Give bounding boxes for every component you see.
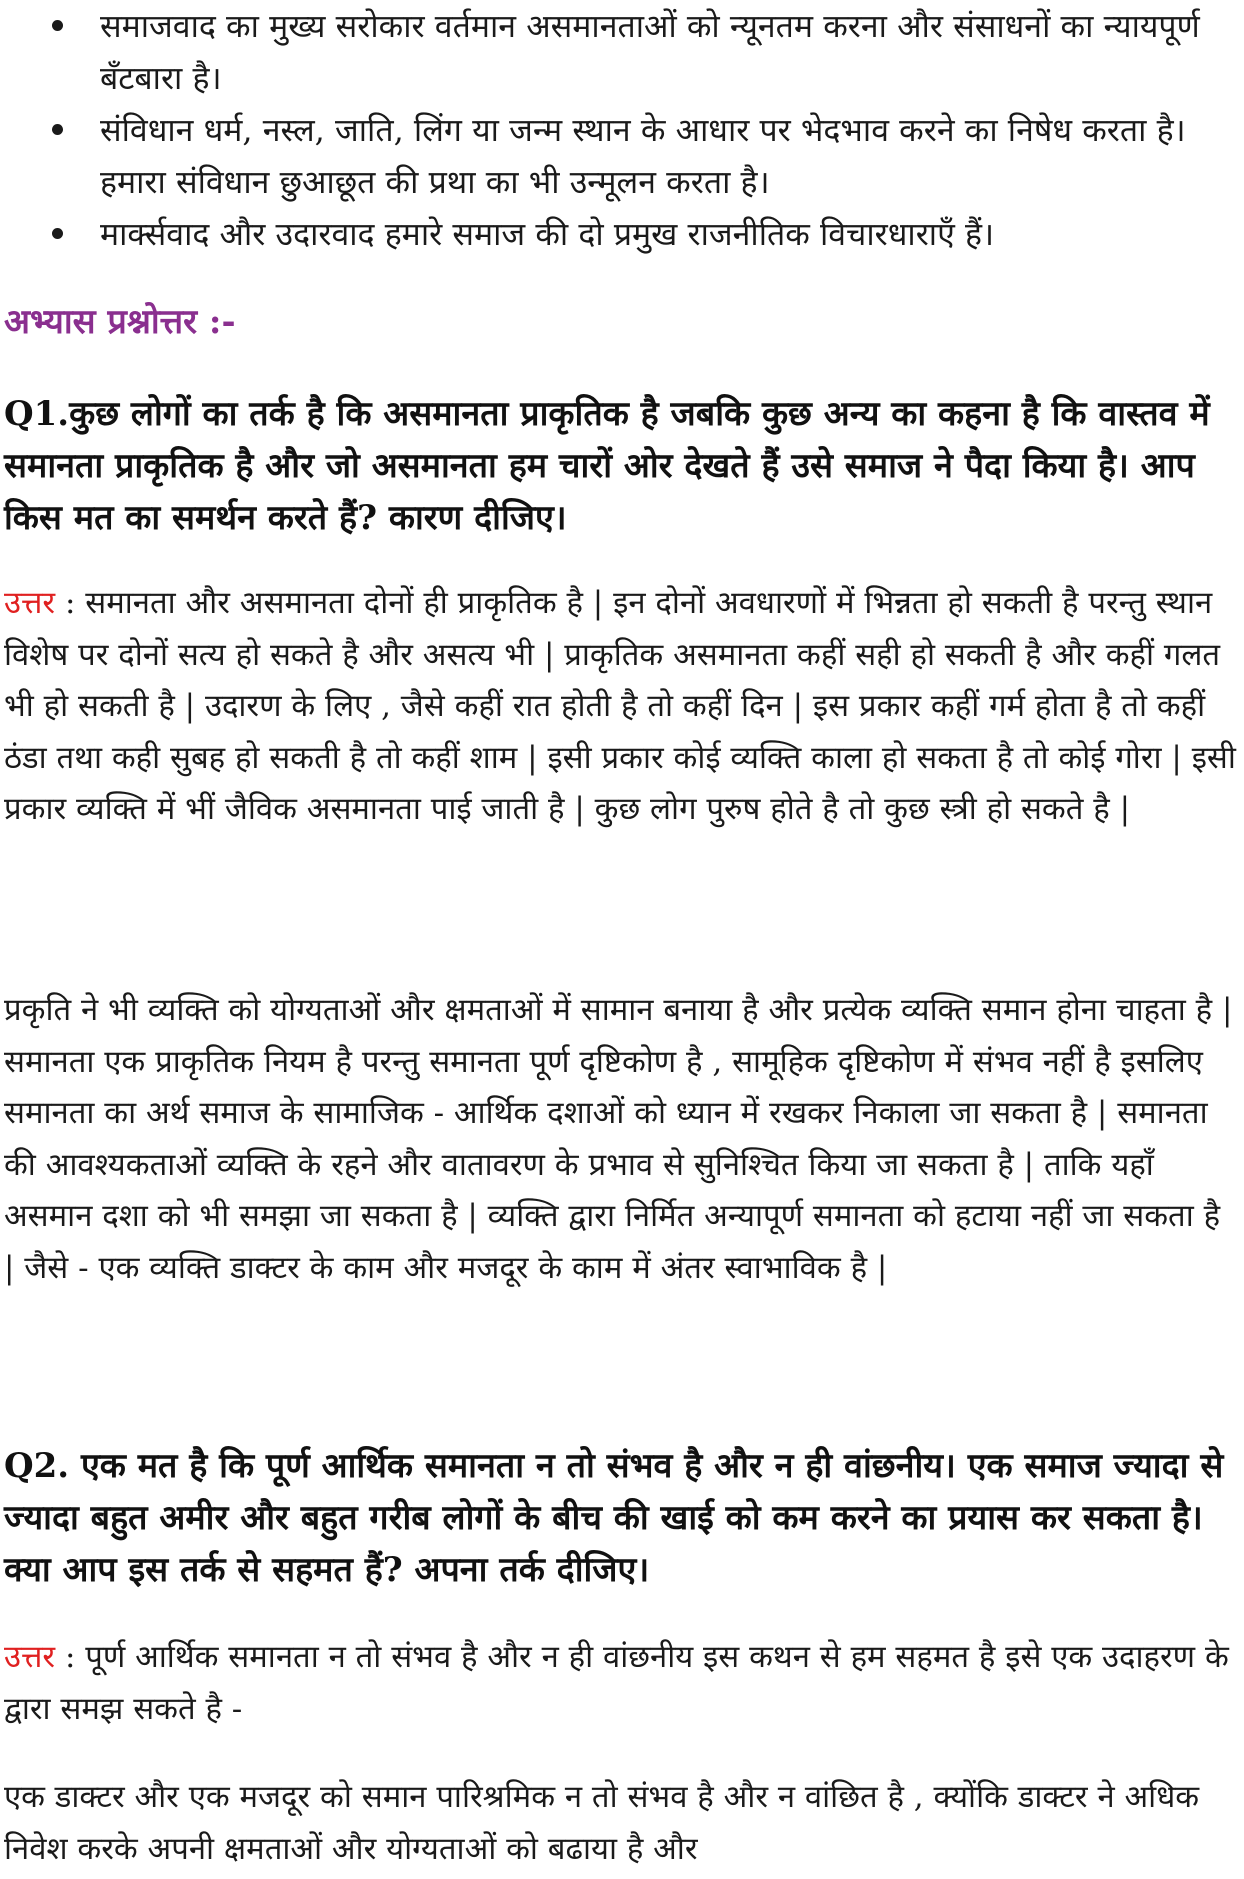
bullet-text: मार्क्सवाद और उदारवाद हमारे समाज की दो प्रमुख राजनीतिक विचारधाराएँ हैं। [100,215,995,253]
question-2: Q2. एक मत है कि पूर्ण आर्थिक समानता न तो संभव है और न ही वांछनीय। एक समाज ज्यादा से ज्यादा बहुत अमीर और बहुत गरीब लोगों के बीच की खाई को कम करने का प्रयास कर सकता है। क्या आप इस तर्क से सहमत हैं? अपना तर्क दीजिए। [4,1446,1224,1590]
answer-label: उत्तर [4,1639,56,1675]
bullet-dot-icon [52,228,63,239]
bullet-item [0,0,1244,104]
answer-1-paragraph-2: प्रकृति ने भी व्यक्ति को योग्यताओं और क्षमताओं में सामान बनाया है और प्रत्येक व्यक्ति समान होना चाहता है | समानता एक प्राकृतिक नियम है परन्तु समानता पूर्ण दृष्टिकोण है , सामूहिक दृष्टिकोण में संभव नहीं है इसलिए समानता का अर्थ समाज के सामाजिक - आर्थिक दशाओं को ध्यान में रखकर निकाला जा सकता है | समानता की आवश्यकताओं व्यक्ति के रहने और वातावरण के प्रभाव से सुनिश्चित किया जा सकता है | ताकि यहाँ असमान दशा को भी समझा जा सकता है | व्यक्ति द्वारा निर्मित अन्यापूर्ण समानता को हटाया नहीं जा सकता है | जैसे - एक व्यक्ति डाक्टर के काम और मजदूर के काम में अंतर स्वाभाविक है | [4,992,1233,1286]
answer-2-paragraph-2: एक डाक्टर और एक मजदूर को समान पारिश्रमिक न तो संभव है और न वांछित है , क्योंकि डाक्टर ने अधिक निवेश करके अपनी क्षमताओं और योग्यताओं को बढाया है और [4,1779,1200,1867]
summary-bullet-list [0,0,1244,260]
bullet-item [0,104,1244,208]
question-1: Q1.कुछ लोगों का तर्क है कि असमानता प्राकृतिक है जबकि कुछ अन्य का कहना है कि वास्तव में समानता प्राकृतिक है और जो असमानता हम चारों ओर देखते हैं उसे समाज ने पैदा किया है। आप किस मत का समर्थन करते हैं? कारण दीजिए। [4,394,1210,538]
answer-2-paragraph-1 [4,1632,1236,1735]
bullet-text: संविधान धर्म, नस्ल, जाति, लिंग या जन्म स्थान के आधार पर भेदभाव करने का निषेध करता है। हमारा संविधान छुआछूत की प्रथा का भी उन्मूलन करता है। [100,111,1186,201]
bullet-item [0,208,1244,260]
answer-label: उत्तर [4,585,56,621]
answer-1-paragraph-1 [4,578,1236,836]
bullet-text: समाजवाद का मुख्य सरोकार वर्तमान असमानताओं को न्यूनतम करना और संसाधनों का न्यायपूर्ण बँटबारा है। [100,7,1200,97]
bullet-dot-icon [52,124,63,135]
section-heading: अभ्यास प्रश्नोत्तर :- [4,302,236,342]
answer-2-text: : पूर्ण आर्थिक समानता न तो संभव है और न ही वांछनीय इस कथन से हम सहमत है इसे एक उदाहरण के द्वारा समझ सकते है - [4,1639,1229,1727]
bullet-dot-icon [52,20,63,31]
answer-1-text: : समानता और असमानता दोनों ही प्राकृतिक है | इन दोनों अवधारणों में भिन्नता हो सकती है परन्तु स्थान विशेष पर दोनों सत्य हो सकते है और असत्य भी | प्राकृतिक असमानता कहीं सही हो सकती है और कहीं गलत भी हो सकती है | उदारण के लिए , जैसे कहीं रात होती है तो कहीं दिन | इस प्रकार कहीं गर्म होता है तो कहीं ठंडा तथा कही सुबह हो सकती है तो कहीं शाम | इसी प्रकार कोई व्यक्ति काला हो सकता है तो कोई गोरा | इसी प्रकार व्यक्ति में भीं जैविक असमानता पाई जाती है | कुछ लोग पुरुष होते है तो कुछ स्त्री हो सकते है | [4,585,1236,827]
